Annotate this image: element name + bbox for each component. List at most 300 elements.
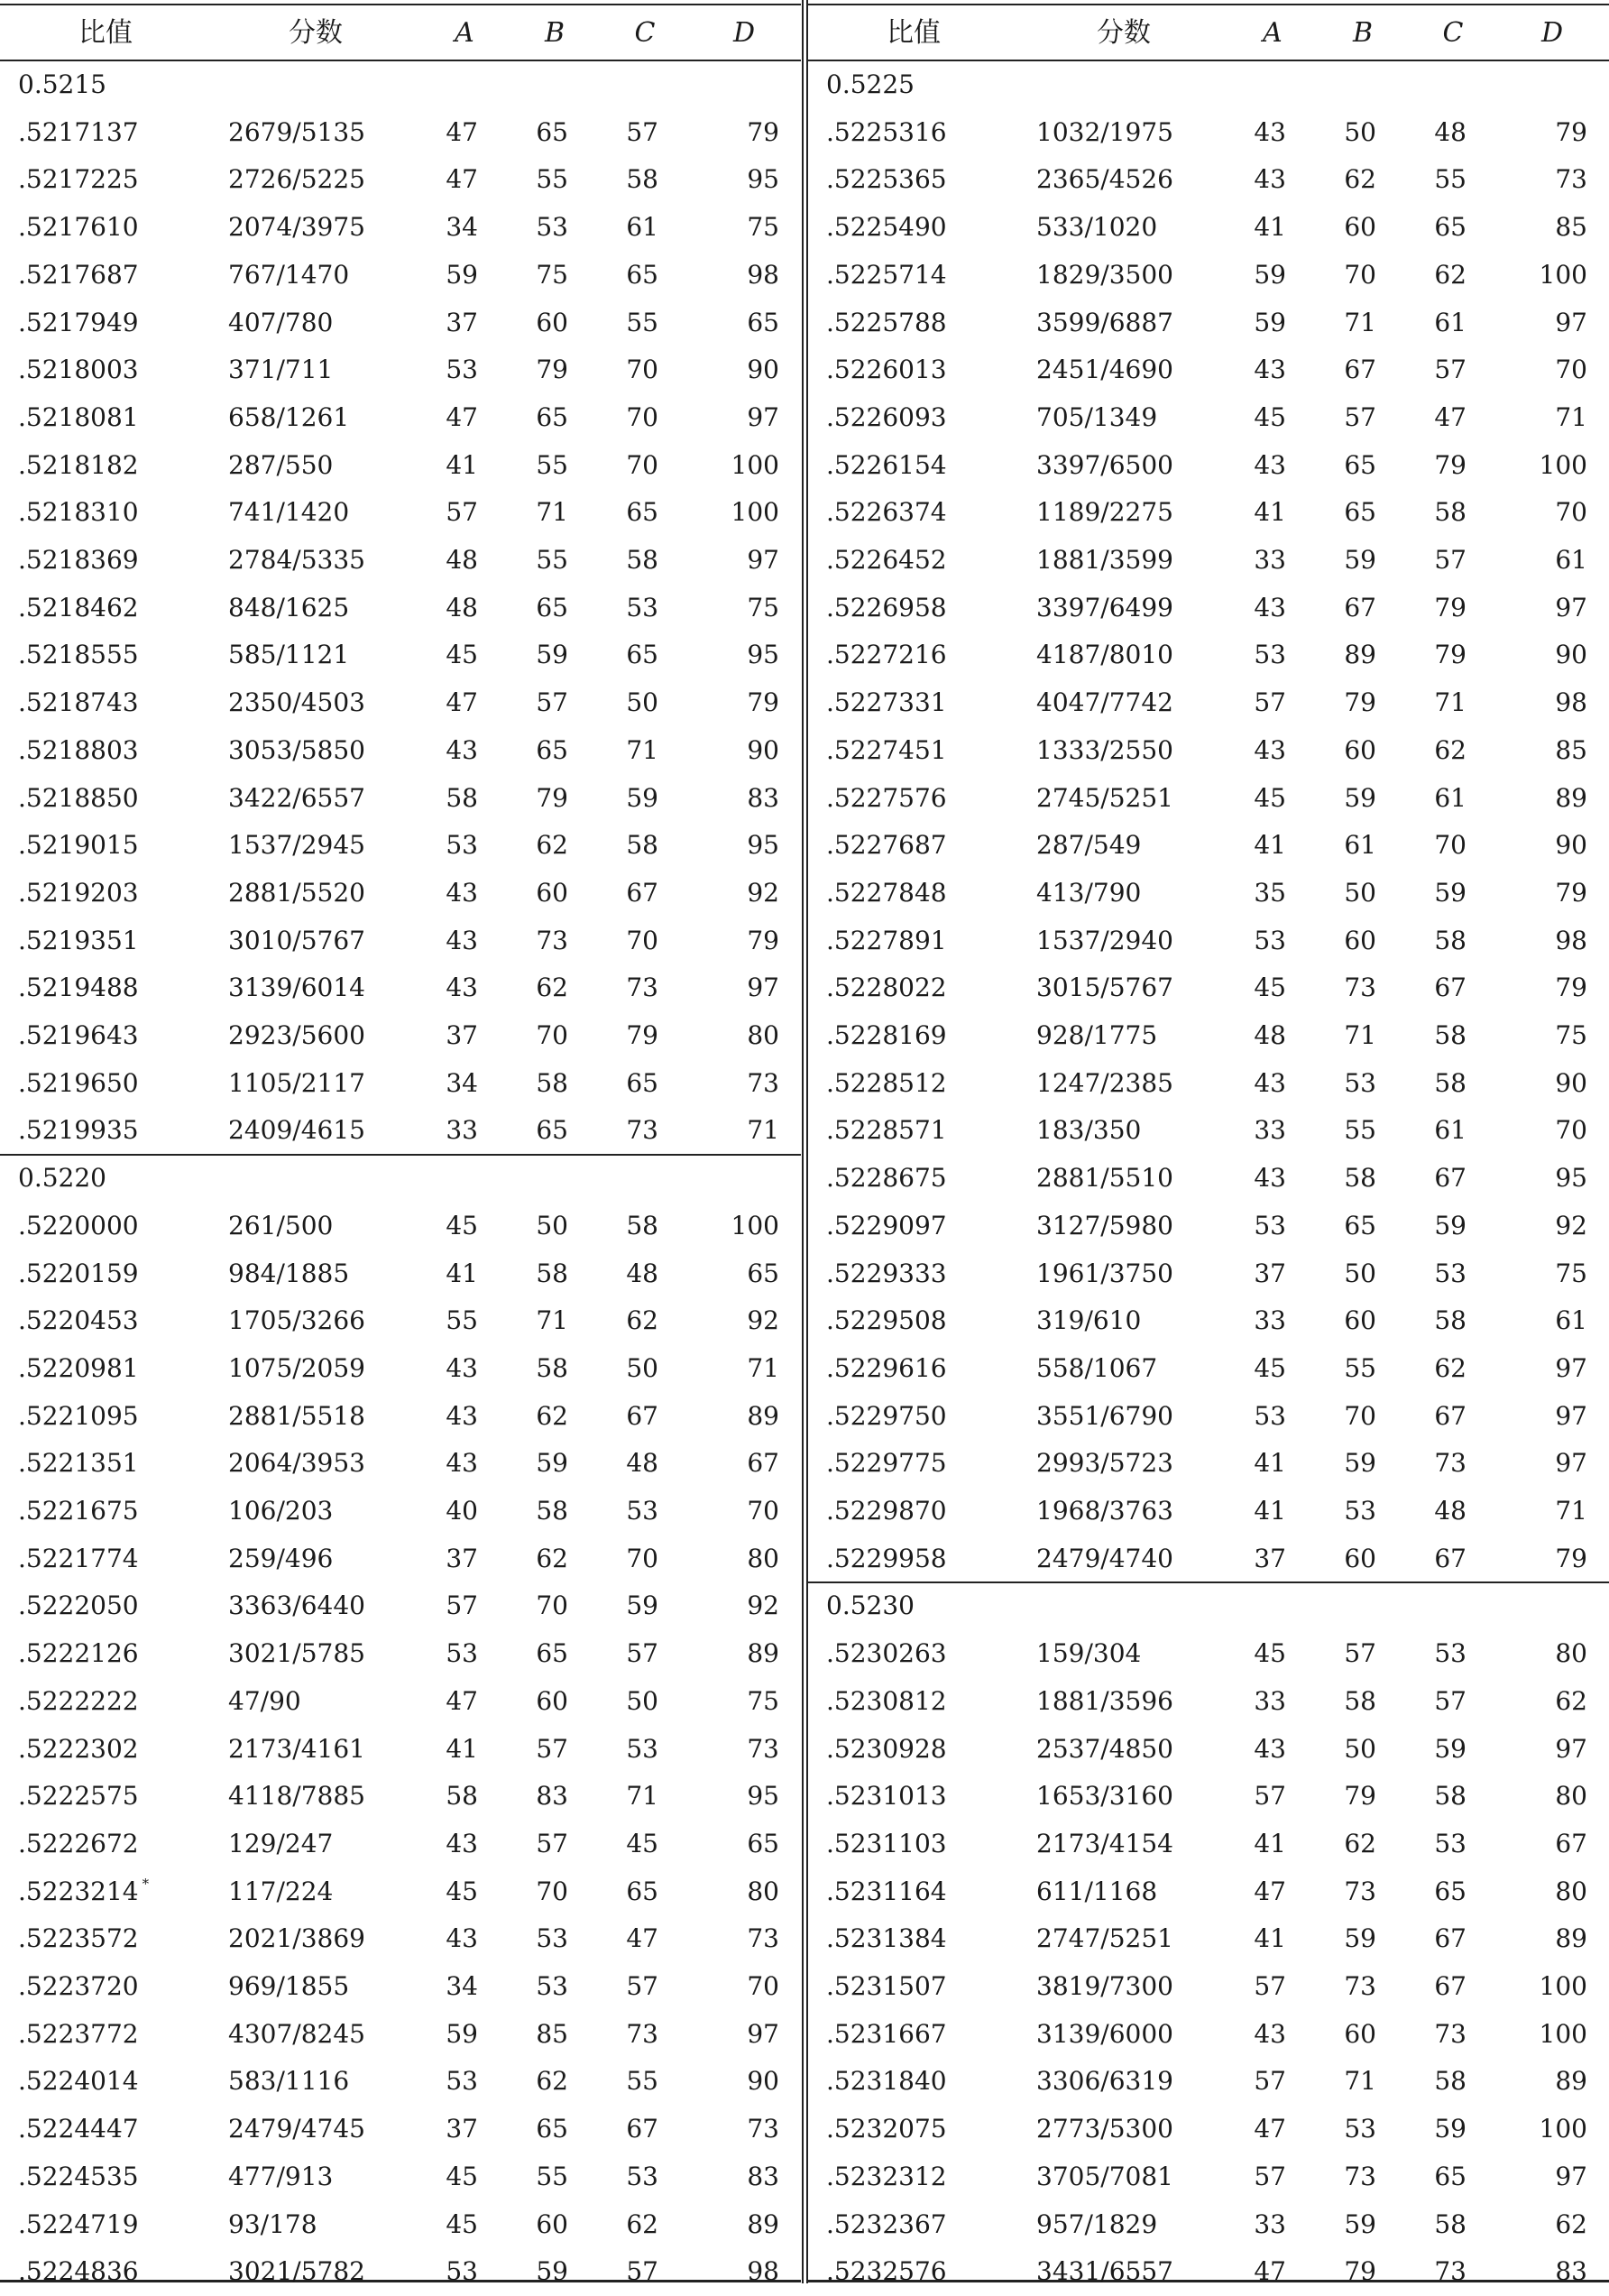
fraction-cell: 1537/2940 — [1036, 925, 1173, 955]
fraction-cell: 2064/3953 — [228, 1448, 365, 1479]
a-cell: 43 — [1254, 449, 1286, 480]
a-cell: 53 — [1254, 1400, 1286, 1431]
c-cell: 59 — [1434, 877, 1466, 908]
a-cell: 53 — [1254, 1210, 1286, 1240]
table-row — [808, 489, 1609, 537]
a-cell: 41 — [1254, 830, 1286, 861]
ratio-cell: .5218555 — [18, 640, 139, 670]
b-cell: 55 — [536, 164, 568, 195]
c-cell: 53 — [626, 1733, 658, 1764]
d-cell: 100 — [1539, 1971, 1587, 2001]
a-cell: 45 — [1254, 1352, 1286, 1383]
c-cell: 58 — [1434, 1781, 1466, 1812]
c-cell: 57 — [1434, 545, 1466, 575]
fraction-cell: 183/350 — [1036, 1115, 1142, 1146]
b-cell: 62 — [536, 1543, 568, 1573]
ratio-value: .5223214 — [18, 1876, 139, 1906]
c-cell: 55 — [626, 2066, 658, 2097]
a-cell: 37 — [446, 307, 478, 337]
b-cell: 65 — [536, 1115, 568, 1146]
b-cell: 57 — [536, 687, 568, 718]
c-cell: 73 — [626, 2018, 658, 2049]
fraction-cell: 2881/5520 — [228, 877, 365, 908]
fraction-cell: 1075/2059 — [228, 1352, 365, 1383]
table-row — [808, 1535, 1609, 1583]
table-row — [808, 632, 1609, 679]
a-cell: 41 — [1254, 497, 1286, 528]
ratio-cell: .5228571 — [826, 1115, 947, 1146]
fraction-cell: 407/780 — [228, 307, 334, 337]
a-cell: 41 — [1254, 1923, 1286, 1954]
b-cell: 79 — [1344, 2256, 1376, 2287]
d-cell: 75 — [1555, 1258, 1587, 1288]
c-cell: 58 — [626, 1210, 658, 1240]
table-row — [808, 156, 1609, 204]
b-cell: 62 — [536, 1400, 568, 1431]
b-cell: 70 — [536, 1876, 568, 1906]
d-cell: 95 — [747, 1781, 779, 1812]
ratio-cell: .5220981 — [18, 1352, 139, 1383]
c-cell: 65 — [626, 1067, 658, 1098]
a-cell: 43 — [1254, 1733, 1286, 1764]
ratio-cell: .5223772 — [18, 2018, 139, 2049]
d-cell: 100 — [1539, 449, 1587, 480]
fraction-cell: 1105/2117 — [228, 1067, 365, 1098]
c-cell: 59 — [626, 782, 658, 813]
c-cell: 79 — [626, 1020, 658, 1050]
d-cell: 90 — [747, 2066, 779, 2097]
ratio-cell: .5219351 — [18, 925, 139, 955]
table-row — [0, 1297, 801, 1345]
table-row — [0, 1203, 801, 1250]
fraction-cell: 848/1625 — [228, 592, 350, 622]
c-cell: 70 — [626, 925, 658, 955]
d-cell: 75 — [747, 592, 779, 622]
c-cell: 53 — [626, 592, 658, 622]
b-cell: 60 — [536, 307, 568, 337]
group-row — [0, 61, 801, 109]
fraction-cell: 2745/5251 — [1036, 782, 1173, 813]
table-row — [808, 1060, 1609, 1108]
d-cell: 90 — [747, 734, 779, 765]
b-cell: 55 — [536, 545, 568, 575]
c-cell: 61 — [626, 212, 658, 243]
a-cell: 33 — [1254, 2208, 1286, 2239]
table-row — [0, 1012, 801, 1060]
c-cell: 58 — [1434, 497, 1466, 528]
d-cell: 97 — [747, 973, 779, 1003]
ratio-cell: .5218182 — [18, 449, 139, 480]
table-row — [0, 1535, 801, 1583]
fraction-cell: 3551/6790 — [1036, 1400, 1173, 1431]
b-cell: 58 — [1344, 1685, 1376, 1716]
d-cell: 90 — [1555, 830, 1587, 861]
a-cell: 37 — [446, 1020, 478, 1050]
table-row — [808, 917, 1609, 965]
b-cell: 53 — [536, 1971, 568, 2001]
c-cell: 58 — [626, 830, 658, 861]
d-cell: 65 — [747, 1828, 779, 1858]
b-cell: 50 — [1344, 877, 1376, 908]
d-cell: 89 — [747, 1638, 779, 1669]
table-row — [0, 917, 801, 965]
b-cell: 60 — [1344, 2018, 1376, 2049]
fraction-cell: 287/549 — [1036, 830, 1142, 861]
fraction-cell: 1189/2275 — [1036, 497, 1173, 528]
table-row — [0, 964, 801, 1012]
a-cell: 43 — [1254, 1067, 1286, 1098]
d-cell: 97 — [747, 2018, 779, 2049]
d-cell: 100 — [731, 449, 779, 480]
d-cell: 62 — [1555, 2208, 1587, 2239]
d-cell: 80 — [747, 1020, 779, 1050]
fraction-cell: 371/711 — [228, 355, 334, 385]
d-cell: 61 — [1555, 545, 1587, 575]
d-cell: 70 — [747, 1496, 779, 1526]
table-row — [808, 1012, 1609, 1060]
fraction-cell: 3397/6500 — [1036, 449, 1173, 480]
b-cell: 58 — [536, 1496, 568, 1526]
c-cell: 67 — [626, 877, 658, 908]
table-row — [0, 1821, 801, 1868]
table-row — [808, 1868, 1609, 1916]
fraction-cell: 533/1020 — [1036, 212, 1158, 243]
header-fraction: 分数 — [1097, 17, 1151, 49]
c-cell: 61 — [1434, 782, 1466, 813]
ratio-cell: .5229097 — [826, 1210, 947, 1240]
a-cell: 55 — [446, 1305, 478, 1336]
ratio-cell: .5220000 — [18, 1210, 139, 1240]
d-cell: 79 — [747, 925, 779, 955]
ratio-cell: .5223720 — [18, 1971, 139, 2001]
c-cell: 65 — [1434, 1876, 1466, 1906]
a-cell: 37 — [446, 2114, 478, 2144]
ratio-cell: .5222126 — [18, 1638, 139, 1669]
fraction-cell: 611/1168 — [1036, 1876, 1158, 1906]
fraction-cell: 583/1116 — [228, 2066, 350, 2097]
b-cell: 65 — [1344, 497, 1376, 528]
table-left-half — [0, 0, 801, 2287]
a-cell: 57 — [446, 1591, 478, 1621]
a-cell: 47 — [446, 1685, 478, 1716]
fraction-cell: 585/1121 — [228, 640, 350, 670]
table-row — [808, 585, 1609, 632]
fraction-cell: 3139/6014 — [228, 973, 365, 1003]
a-cell: 41 — [1254, 1828, 1286, 1858]
d-cell: 89 — [1555, 2066, 1587, 2097]
c-cell: 67 — [1434, 1163, 1466, 1194]
d-cell: 100 — [731, 1210, 779, 1240]
a-cell: 43 — [446, 734, 478, 765]
d-cell: 79 — [1555, 1543, 1587, 1573]
table-row — [808, 1345, 1609, 1393]
fraction-cell: 2173/4154 — [1036, 1828, 1173, 1858]
ratio-cell: .5232367 — [826, 2208, 947, 2239]
b-cell: 60 — [1344, 1543, 1376, 1573]
d-cell: 85 — [1555, 734, 1587, 765]
table-row — [0, 1630, 801, 1678]
b-cell: 55 — [536, 449, 568, 480]
header-b: B — [1352, 17, 1374, 49]
ratio-cell: .5227687 — [826, 830, 947, 861]
b-cell: 58 — [1344, 1163, 1376, 1194]
ratio-cell: .5228675 — [826, 1163, 947, 1194]
b-cell: 61 — [1344, 830, 1376, 861]
b-cell: 71 — [536, 497, 568, 528]
ratio-cell: .5231013 — [826, 1781, 947, 1812]
fraction-cell: 3599/6887 — [1036, 307, 1173, 337]
b-cell: 62 — [1344, 1828, 1376, 1858]
table-row — [0, 109, 801, 157]
column-separator-1 — [802, 0, 804, 2283]
b-cell: 73 — [1344, 973, 1376, 1003]
table-row — [808, 964, 1609, 1012]
table-row — [0, 300, 801, 347]
c-cell: 58 — [1434, 925, 1466, 955]
table-row — [0, 1345, 801, 1393]
ratio-cell: .5221351 — [18, 1448, 139, 1479]
ratio-cell: .5224719 — [18, 2208, 139, 2239]
d-cell: 97 — [1555, 592, 1587, 622]
d-cell: 83 — [747, 2161, 779, 2191]
table-row — [808, 1250, 1609, 1298]
b-cell: 71 — [1344, 1020, 1376, 1050]
b-cell: 59 — [536, 1448, 568, 1479]
ratio-cell: .5232075 — [826, 2114, 947, 2144]
d-cell: 90 — [747, 355, 779, 385]
c-cell: 65 — [626, 1876, 658, 1906]
top-rule — [808, 4, 1609, 5]
a-cell: 43 — [446, 973, 478, 1003]
table-row — [0, 679, 801, 727]
table-row — [808, 1678, 1609, 1726]
d-cell: 97 — [1555, 1448, 1587, 1479]
table-row — [0, 1250, 801, 1298]
b-cell: 65 — [1344, 449, 1376, 480]
d-cell: 97 — [1555, 1400, 1587, 1431]
table-row — [0, 537, 801, 585]
d-cell: 98 — [747, 259, 779, 290]
b-cell: 60 — [536, 1685, 568, 1716]
table-right-half — [808, 0, 1609, 2287]
ratio-cell: .5225788 — [826, 307, 947, 337]
d-cell: 75 — [1555, 1020, 1587, 1050]
header-d: D — [732, 17, 756, 49]
d-cell: 97 — [1555, 1352, 1587, 1383]
fraction-cell: 2923/5600 — [228, 1020, 365, 1050]
fraction-cell: 1705/3266 — [228, 1305, 365, 1336]
a-cell: 43 — [1254, 116, 1286, 147]
ratio-cell: .5218743 — [18, 687, 139, 718]
b-cell: 62 — [536, 830, 568, 861]
header-d: D — [1540, 17, 1564, 49]
a-cell: 41 — [446, 449, 478, 480]
ratio-cell: .5225490 — [826, 212, 947, 243]
table-row — [0, 775, 801, 823]
a-cell: 53 — [1254, 925, 1286, 955]
b-cell: 59 — [536, 640, 568, 670]
table-row — [808, 2201, 1609, 2249]
c-cell: 57 — [1434, 1685, 1466, 1716]
table-row — [0, 1107, 801, 1155]
ratio-cell: .5232576 — [826, 2256, 947, 2287]
ratio-cell: .5226154 — [826, 449, 947, 480]
d-cell: 92 — [1555, 1210, 1587, 1240]
fraction-cell: 3705/7081 — [1036, 2161, 1173, 2191]
a-cell: 59 — [446, 259, 478, 290]
d-cell: 75 — [747, 1685, 779, 1716]
c-cell: 65 — [626, 640, 658, 670]
ratio-cell: .5232312 — [826, 2161, 947, 2191]
d-cell: 92 — [747, 1305, 779, 1336]
c-cell: 79 — [1434, 449, 1466, 480]
fraction-cell: 47/90 — [228, 1685, 301, 1716]
ratio-cell: .5219015 — [18, 830, 139, 861]
fraction-cell: 741/1420 — [228, 497, 350, 528]
d-cell: 71 — [1555, 1496, 1587, 1526]
d-cell: 97 — [747, 545, 779, 575]
ratio-cell: .5219935 — [18, 1115, 139, 1146]
b-cell: 79 — [1344, 687, 1376, 718]
b-cell: 60 — [536, 877, 568, 908]
b-cell: 57 — [1344, 401, 1376, 432]
d-cell: 100 — [1539, 2114, 1587, 2144]
a-cell: 34 — [446, 1971, 478, 2001]
a-cell: 37 — [1254, 1543, 1286, 1573]
d-cell: 80 — [747, 1543, 779, 1573]
d-cell: 83 — [1555, 2256, 1587, 2287]
fraction-cell: 1653/3160 — [1036, 1781, 1173, 1812]
a-cell: 33 — [1254, 1685, 1286, 1716]
ratio-cell: .5226013 — [826, 355, 947, 385]
table-row — [0, 1582, 801, 1630]
d-cell: 73 — [1555, 164, 1587, 195]
d-cell: 95 — [747, 830, 779, 861]
c-cell: 59 — [1434, 1733, 1466, 1764]
fraction-cell: 3010/5767 — [228, 925, 365, 955]
table-row — [0, 2201, 801, 2249]
fraction-cell: 1881/3599 — [1036, 545, 1173, 575]
c-cell: 73 — [626, 1115, 658, 1146]
ratio-cell: .5218462 — [18, 592, 139, 622]
ratio-cell — [18, 1868, 149, 1916]
b-cell: 65 — [536, 401, 568, 432]
top-rule — [0, 4, 801, 5]
b-cell: 60 — [536, 2208, 568, 2239]
a-cell: 45 — [446, 640, 478, 670]
ratio-cell: .5229333 — [826, 1258, 947, 1288]
table-row — [808, 442, 1609, 490]
a-cell: 57 — [1254, 1971, 1286, 2001]
a-cell: 41 — [1254, 1496, 1286, 1526]
c-cell: 67 — [1434, 1923, 1466, 1954]
fraction-cell: 2021/3869 — [228, 1923, 365, 1954]
fraction-cell: 93/178 — [228, 2208, 317, 2239]
fraction-cell: 2773/5300 — [1036, 2114, 1173, 2144]
d-cell: 67 — [1555, 1828, 1587, 1858]
group-row — [808, 1582, 1609, 1630]
table-row — [808, 870, 1609, 917]
c-cell: 73 — [1434, 2256, 1466, 2287]
header-ratio: 比值 — [887, 17, 941, 49]
a-cell: 33 — [446, 1115, 478, 1146]
b-cell: 62 — [536, 973, 568, 1003]
ratio-cell: .5228022 — [826, 973, 947, 1003]
ratio-cell: .5218003 — [18, 355, 139, 385]
table-row — [808, 204, 1609, 252]
a-cell: 43 — [1254, 164, 1286, 195]
ratio-cell: .5231667 — [826, 2018, 947, 2049]
ratio-cell: .5221774 — [18, 1543, 139, 1573]
b-cell: 65 — [536, 1638, 568, 1669]
b-cell: 59 — [1344, 782, 1376, 813]
a-cell: 43 — [1254, 355, 1286, 385]
fraction-cell: 2747/5251 — [1036, 1923, 1173, 1954]
b-cell: 58 — [536, 1067, 568, 1098]
c-cell: 55 — [626, 307, 658, 337]
ratio-cell: .5231507 — [826, 1971, 947, 2001]
c-cell: 71 — [626, 1781, 658, 1812]
b-cell: 71 — [1344, 307, 1376, 337]
a-cell: 41 — [446, 1733, 478, 1764]
b-cell: 55 — [1344, 1352, 1376, 1383]
b-cell: 53 — [536, 212, 568, 243]
table-row — [0, 1678, 801, 1726]
c-cell: 62 — [626, 1305, 658, 1336]
d-cell: 73 — [747, 1923, 779, 1954]
a-cell: 43 — [1254, 1163, 1286, 1194]
a-cell: 45 — [1254, 1638, 1286, 1669]
fraction-cell: 413/790 — [1036, 877, 1142, 908]
ratio-cell: .5217687 — [18, 259, 139, 290]
b-cell: 59 — [1344, 1923, 1376, 1954]
b-cell: 53 — [536, 1923, 568, 1954]
ratio-cell: .5229958 — [826, 1543, 947, 1573]
ratio-cell: .5219650 — [18, 1067, 139, 1098]
fraction-cell: 1333/2550 — [1036, 734, 1173, 765]
group-label: 0.5220 — [18, 1163, 106, 1194]
ratio-cell: .5227331 — [826, 687, 947, 718]
c-cell: 79 — [1434, 640, 1466, 670]
c-cell: 62 — [626, 2208, 658, 2239]
b-cell: 59 — [1344, 1448, 1376, 1479]
a-cell: 35 — [1254, 877, 1286, 908]
fraction-cell: 129/247 — [228, 1828, 334, 1858]
table-row — [808, 1630, 1609, 1678]
fraction-cell: 3397/6499 — [1036, 592, 1173, 622]
c-cell: 45 — [626, 1828, 658, 1858]
c-cell: 50 — [626, 1685, 658, 1716]
c-cell: 57 — [626, 116, 658, 147]
a-cell: 47 — [446, 116, 478, 147]
a-cell: 47 — [446, 401, 478, 432]
fraction-cell: 159/304 — [1036, 1638, 1142, 1669]
fraction-cell: 1829/3500 — [1036, 259, 1173, 290]
d-cell: 80 — [1555, 1781, 1587, 1812]
table-row — [0, 442, 801, 490]
table-row — [0, 822, 801, 870]
ratio-cell: .5230263 — [826, 1638, 947, 1669]
b-cell: 62 — [536, 2066, 568, 2097]
c-cell: 71 — [1434, 687, 1466, 718]
table-row — [0, 1868, 801, 1916]
d-cell: 89 — [1555, 782, 1587, 813]
group-label: 0.5230 — [826, 1591, 915, 1621]
c-cell: 67 — [1434, 1543, 1466, 1573]
fraction-cell: 1032/1975 — [1036, 116, 1173, 147]
ratio-cell: .5224447 — [18, 2114, 139, 2144]
fraction-cell: 2537/4850 — [1036, 1733, 1173, 1764]
